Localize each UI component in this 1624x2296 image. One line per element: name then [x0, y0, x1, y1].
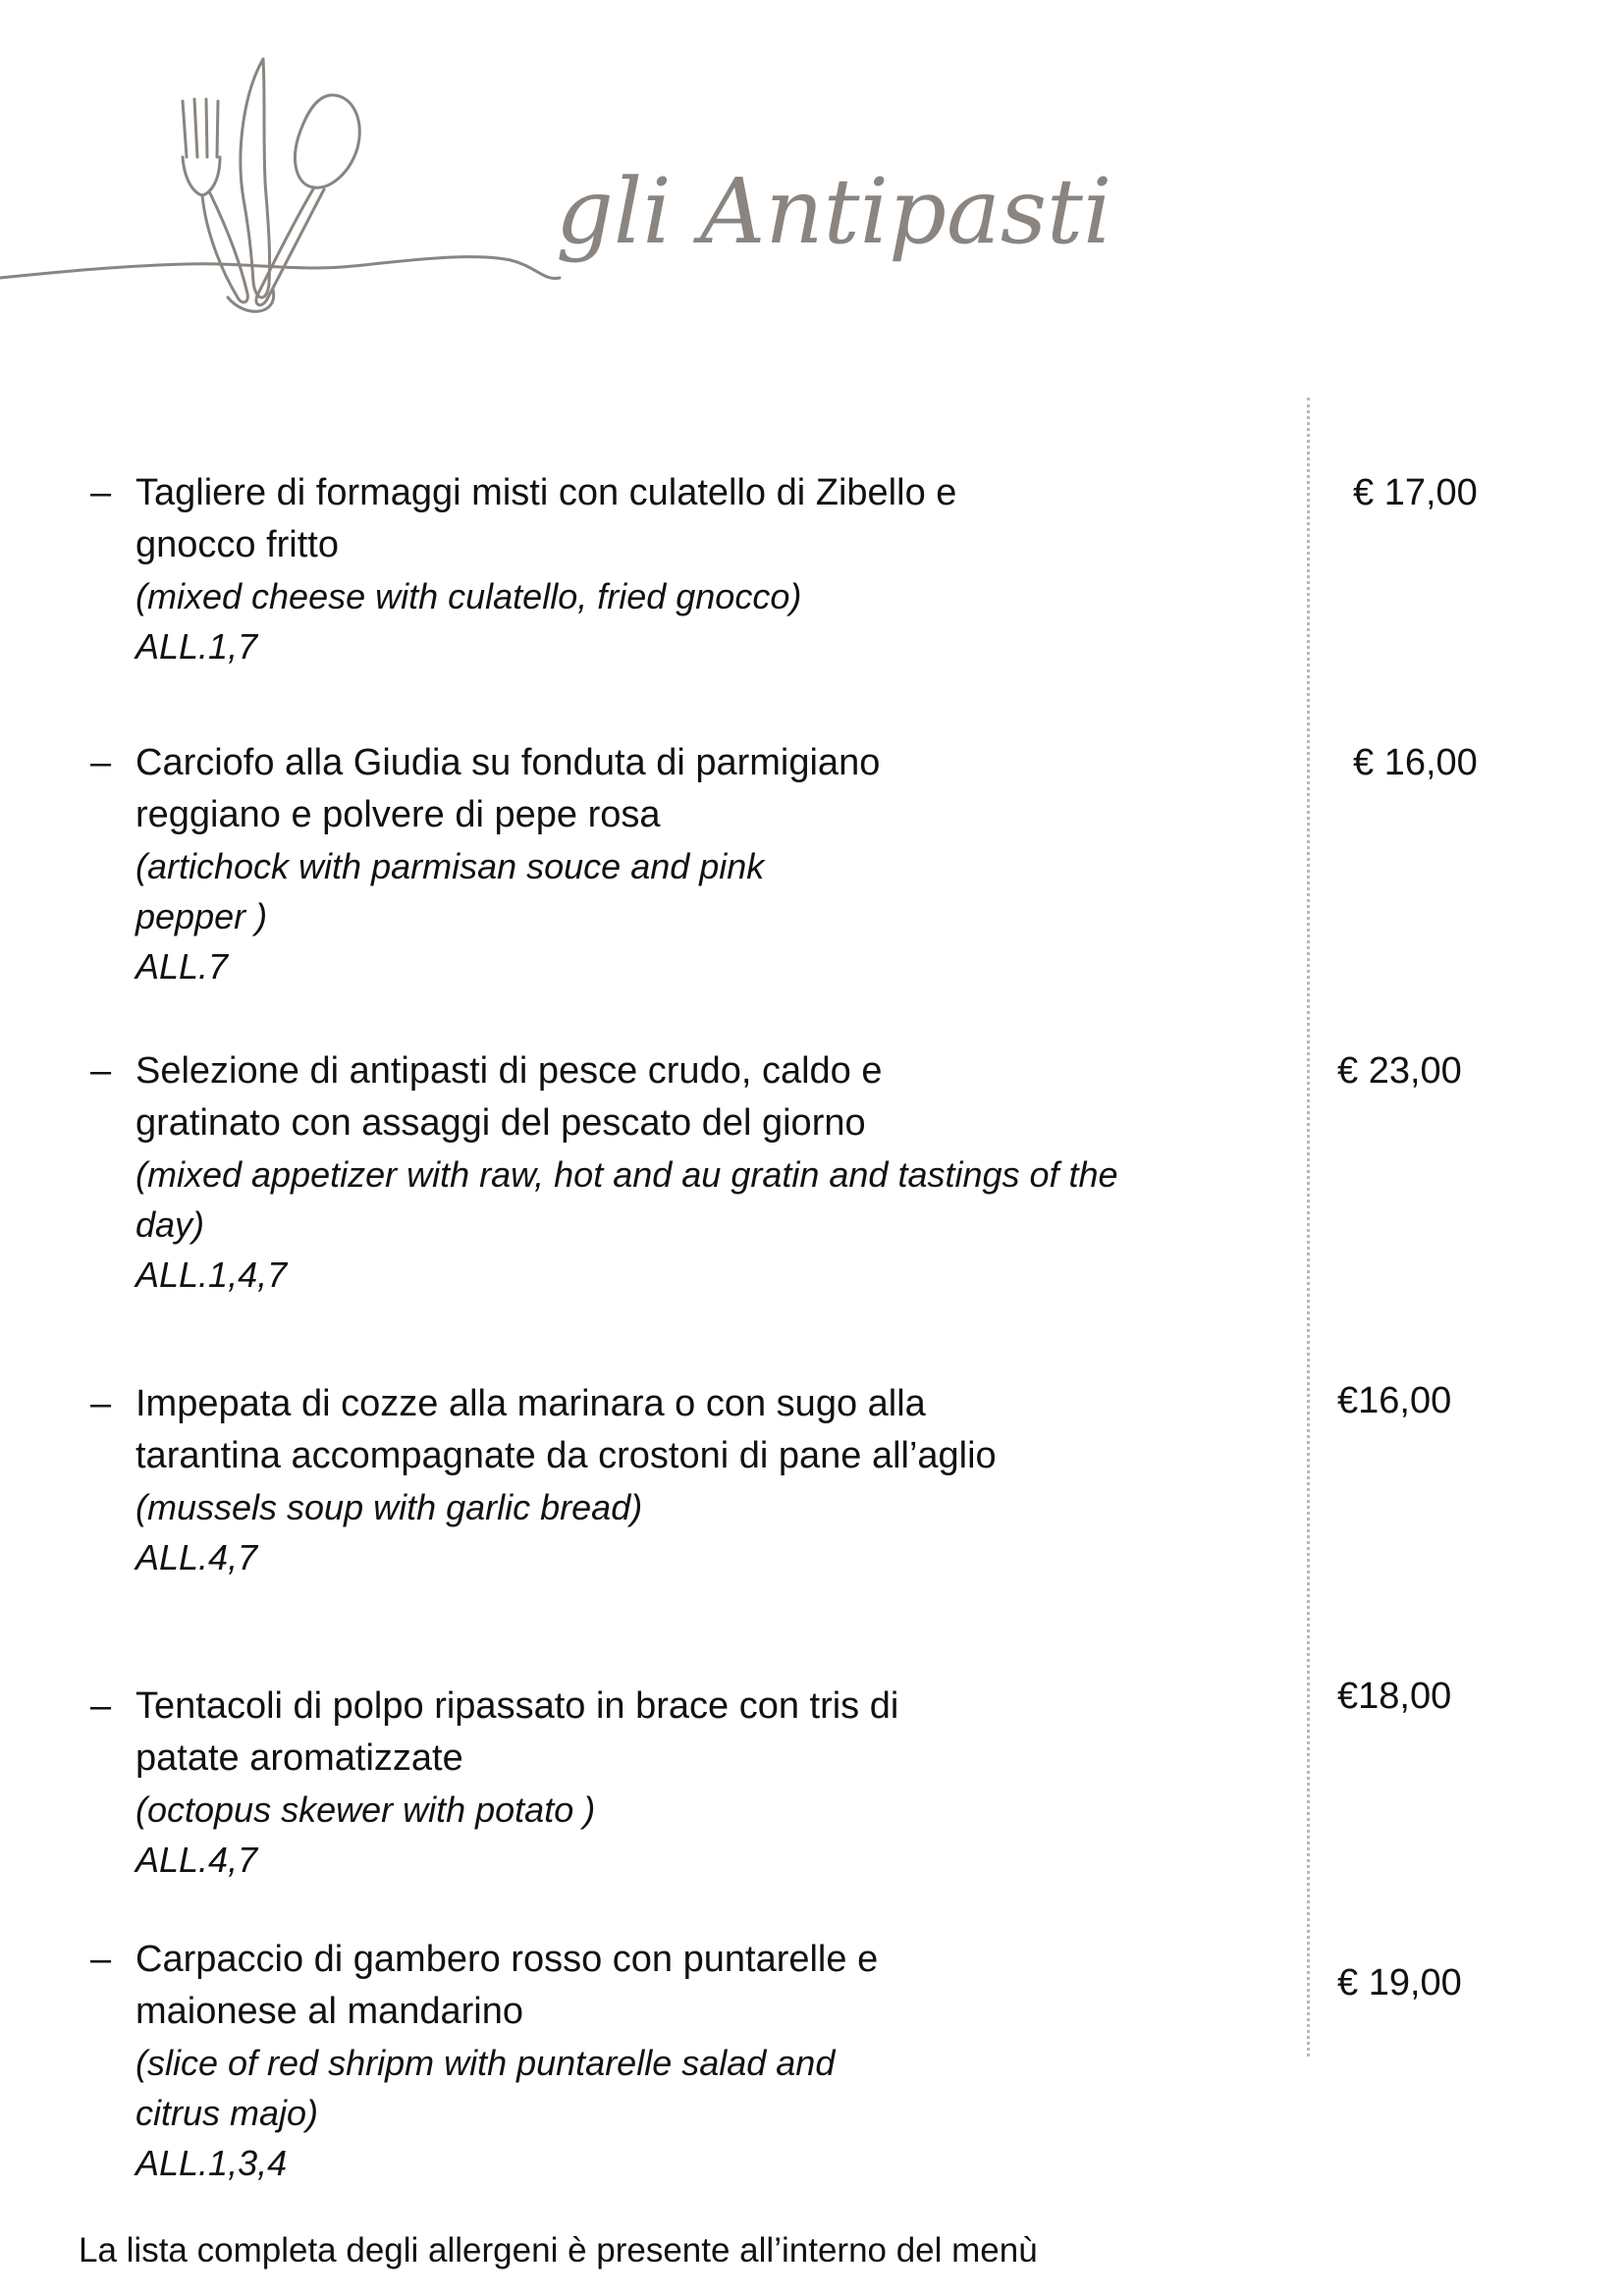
- list-bullet: –: [90, 742, 112, 783]
- header-title-art: [556, 159, 1111, 264]
- cutlery-icon: [0, 59, 560, 311]
- dish-price: € 17,00: [1353, 472, 1478, 513]
- dish-price: €16,00: [1337, 1380, 1452, 1421]
- dish-translation: (octopus skewer with potato ): [135, 1789, 596, 1830]
- dish-allergens: ALL.1,3,4: [135, 2143, 288, 2183]
- dish-allergens: ALL.1,7: [135, 626, 258, 667]
- menu-item-body: [135, 1934, 1235, 2188]
- dish-allergens: ALL.7: [135, 946, 229, 987]
- dish-translation: (mussels soup with garlic bread): [135, 1487, 643, 1527]
- dish-translation: (mixed cheese with culatello, fried gnocco): [135, 576, 802, 616]
- dish-name: Selezione di antipasti di pesce crudo, caldo e gratinato con assaggi del pescato del giorno: [135, 1050, 883, 1144]
- menu-item-body: [135, 1681, 1235, 1885]
- menu-item-body: [135, 1045, 1235, 1300]
- dish-translation: (mixed appetizer with raw, hot and au gratin and tastings of the day): [135, 1154, 1118, 1245]
- dish-allergens: ALL.4,7: [135, 1537, 258, 1577]
- list-bullet: –: [90, 1939, 112, 1980]
- dish-translation: (artichock with parmisan souce and pink pepper ): [135, 846, 765, 936]
- dish-price: € 23,00: [1337, 1050, 1462, 1092]
- dish-price: € 19,00: [1337, 1962, 1462, 2003]
- header-logo: [0, 25, 1139, 319]
- dish-allergens: ALL.1,4,7: [135, 1255, 288, 1295]
- list-bullet: –: [90, 1383, 112, 1424]
- menu-item-body: [135, 1378, 1235, 1582]
- price-column-divider: [1307, 398, 1310, 2056]
- dish-name: Carpaccio di gambero rosso con puntarelle e maionese al mandarino: [135, 1939, 879, 2032]
- dish-name: Tagliere di formaggi misti con culatello di Zibello e gnocco fritto: [135, 472, 957, 565]
- dish-price: € 16,00: [1353, 742, 1478, 783]
- dish-price: €18,00: [1337, 1676, 1452, 1717]
- dish-allergens: ALL.4,7: [135, 1840, 258, 1880]
- dish-translation: (slice of red shripm with puntarelle salad and citrus majo): [135, 2043, 836, 2133]
- list-bullet: –: [90, 1050, 112, 1092]
- list-bullet: –: [90, 472, 112, 513]
- dish-name: Impepata di cozze alla marinara o con sugo alla tarantina accompagnate da crostoni di pane all’aglio: [135, 1383, 997, 1476]
- allergen-footer-note: La lista completa degli allergeni è presente all’interno del menù: [79, 2231, 1038, 2269]
- menu-item-body: [135, 737, 1235, 991]
- dish-name: Tentacoli di polpo ripassato in brace con tris di patate aromatizzate: [135, 1685, 899, 1779]
- list-bullet: –: [90, 1685, 112, 1727]
- header-title: gli Antipasti: [556, 159, 1112, 264]
- menu-item-body: [135, 467, 1235, 671]
- dish-name: Carciofo alla Giudia su fonduta di parmigiano reggiano e polvere di pepe rosa: [135, 742, 881, 835]
